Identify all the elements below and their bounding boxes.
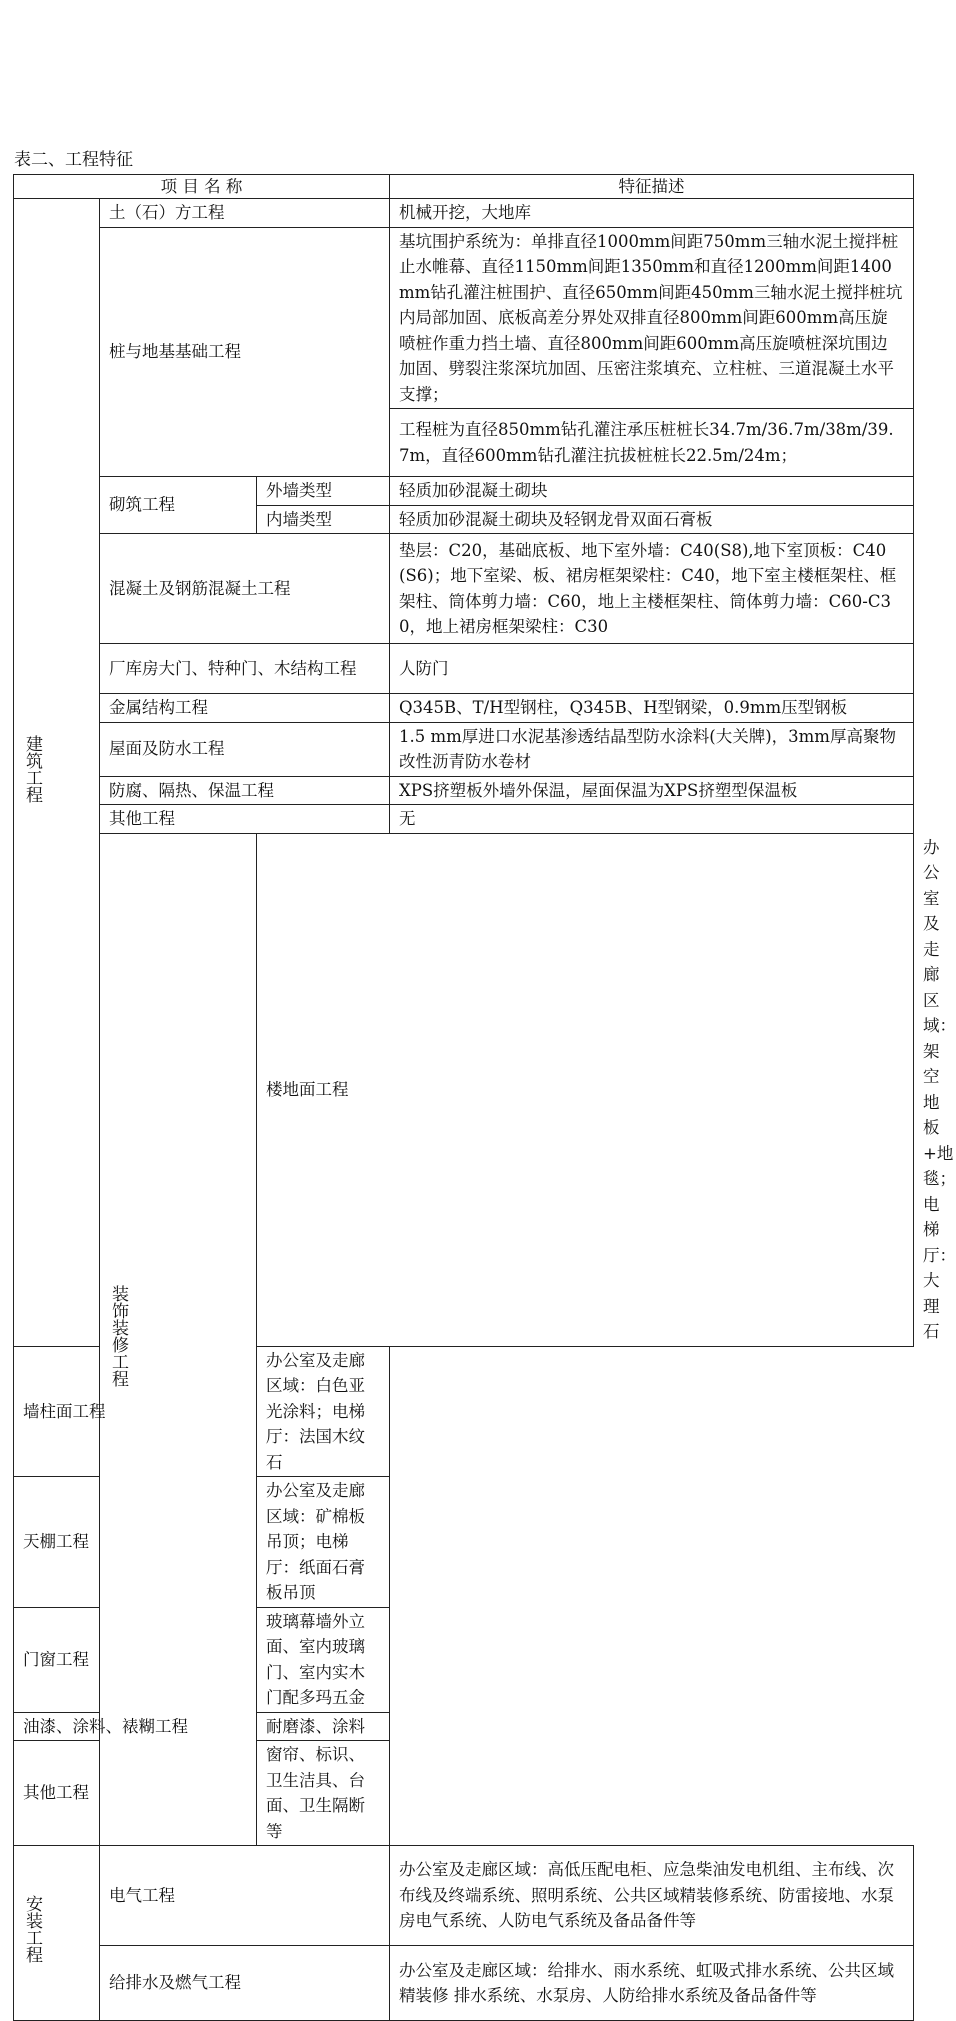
row-name: 砌筑工程 (100, 477, 257, 534)
row-desc: 1.5 mm厚进口水泥基渗透结晶型防水涂料(大关牌)，3mm厚高聚物改性沥青防水卷材 (390, 722, 914, 776)
row-name: 桩与地基基础工程 (100, 227, 390, 477)
row-name: 门窗工程 (14, 1607, 257, 1712)
row-name: 其他工程 (100, 805, 390, 834)
row-desc: 无 (390, 805, 914, 834)
row-desc: 办公室及走廊区域：矿棉板吊顶；电梯厅：纸面石膏板吊顶 (257, 1477, 390, 1608)
row-desc: XPS挤塑板外墙外保温，屋面保温为XPS挤塑型保温板 (390, 776, 914, 805)
row-name: 厂库房大门、特种门、木结构工程 (100, 644, 390, 694)
table-row (14, 644, 914, 694)
category-label: 建筑工程 (22, 734, 42, 803)
table-row: 装饰装修工程 楼地面工程 办公室及走廊区域：架空地板+地毯；电梯厅：大理石 (14, 833, 914, 1346)
row-name: 天棚工程 (14, 1477, 257, 1608)
row-name: 给排水及燃气工程 (100, 1946, 390, 2021)
table-row (14, 477, 914, 506)
table-row (14, 722, 914, 776)
category-label: 安装工程 (22, 1895, 42, 1964)
table-row (14, 694, 914, 723)
row-desc: 玻璃幕墙外立面、室内玻璃门、室内实木门配多玛五金 (257, 1607, 390, 1712)
table-row (14, 1607, 914, 1712)
table-row (14, 199, 914, 228)
row-desc: 办公室及走廊区域：给排水、雨水系统、虹吸式排水系统、公共区域精装修 排水系统、水泵房、人防给排水系统及备品备件等 (390, 1946, 914, 2021)
table-row (14, 1741, 914, 1846)
table-row (14, 227, 914, 409)
row-name: 电气工程 (100, 1846, 390, 1946)
row-name: 楼地面工程 (257, 833, 914, 1346)
row-desc: 人防门 (390, 644, 914, 694)
row-name: 混凝土及钢筋混凝土工程 (100, 534, 390, 644)
row-desc: 办公室及走廊区域：高低压配电柜、应急柴油发电机组、主布线、次布线及终端系统、照明系统、公共区域精装修系统、防雷接地、水泵房电气系统、人防电气系统及备品备件等 (390, 1846, 914, 1946)
row-desc: 轻质加砂混凝土砌块 (390, 477, 914, 506)
row-desc: 轻质加砂混凝土砌块及轻钢龙骨双面石膏板 (390, 505, 914, 534)
header-desc: 特征描述 (390, 175, 914, 199)
row-desc: 基坑围护系统为：单排直径1000mm间距750mm三轴水泥土搅拌桩止水帷幕、直径1150mm间距1350mm和直径1200mm间距1400mm钻孔灌注桩围护、直径650mm间距450mm三轴水泥土搅拌桩坑内局部加固、底板高差分界处双排直径800mm间距600mm高压旋喷桩作重力挡土墙、直径800mm间距600mm高压旋喷桩深坑围边加固、劈裂注浆深坑加固、压密注浆填充、立柱桩、三道混凝土水平支撑； (390, 227, 914, 409)
project-features-table (13, 174, 956, 2021)
table-row (14, 776, 914, 805)
table-row (14, 534, 914, 644)
header-name: 项 目 名 称 (14, 175, 390, 199)
table-caption: 表二、工程特征 (14, 150, 133, 170)
row-desc: 窗帘、标识、卫生洁具、台面、卫生隔断等 (257, 1741, 390, 1846)
table-row (14, 805, 914, 834)
row-name: 其他工程 (14, 1741, 257, 1846)
table-row (14, 1346, 914, 1477)
category-installation (14, 1846, 100, 2021)
row-name: 金属结构工程 (100, 694, 390, 723)
row-subname: 内墙类型 (257, 505, 390, 534)
category-building (14, 199, 100, 1347)
row-subname: 外墙类型 (257, 477, 390, 506)
row-desc: 工程桩为直径850mm钻孔灌注承压桩桩长34.7m/36.7m/38m/39.7m，直径600mm钻孔灌注抗拔桩桩长22.5m/24m； (390, 409, 914, 477)
row-name: 墙柱面工程 (14, 1346, 257, 1477)
category-label: 装饰装修工程 (108, 1284, 128, 1387)
row-desc: 机械开挖，大地库 (390, 199, 914, 228)
row-desc: 办公室及走廊区域：白色亚光涂料；电梯厅：法国木纹石 (257, 1346, 390, 1477)
table-row (14, 1712, 914, 1741)
table-row (14, 1946, 914, 2021)
row-name: 屋面及防水工程 (100, 722, 390, 776)
row-desc: 耐磨漆、涂料 (257, 1712, 390, 1741)
row-name: 防腐、隔热、保温工程 (100, 776, 390, 805)
row-desc: 垫层：C20，基础底板、地下室外墙：C40(S8),地下室顶板：C40(S6)；地下室梁、板、裙房框架梁柱：C40，地下室主楼框架柱、框架柱、筒体剪力墙：C60，地上主楼框架柱、筒体剪力墙：C60-C30，地上裙房框架梁柱：C30 (390, 534, 914, 644)
table-row (14, 1477, 914, 1608)
row-name: 油漆、涂料、裱糊工程 (14, 1712, 257, 1741)
row-name: 土（石）方工程 (100, 199, 390, 228)
table-row (14, 1846, 914, 1946)
table-header-row (14, 175, 914, 199)
row-desc: Q345B、T/H型钢柱，Q345B、H型钢梁，0.9mm压型钢板 (390, 694, 914, 723)
